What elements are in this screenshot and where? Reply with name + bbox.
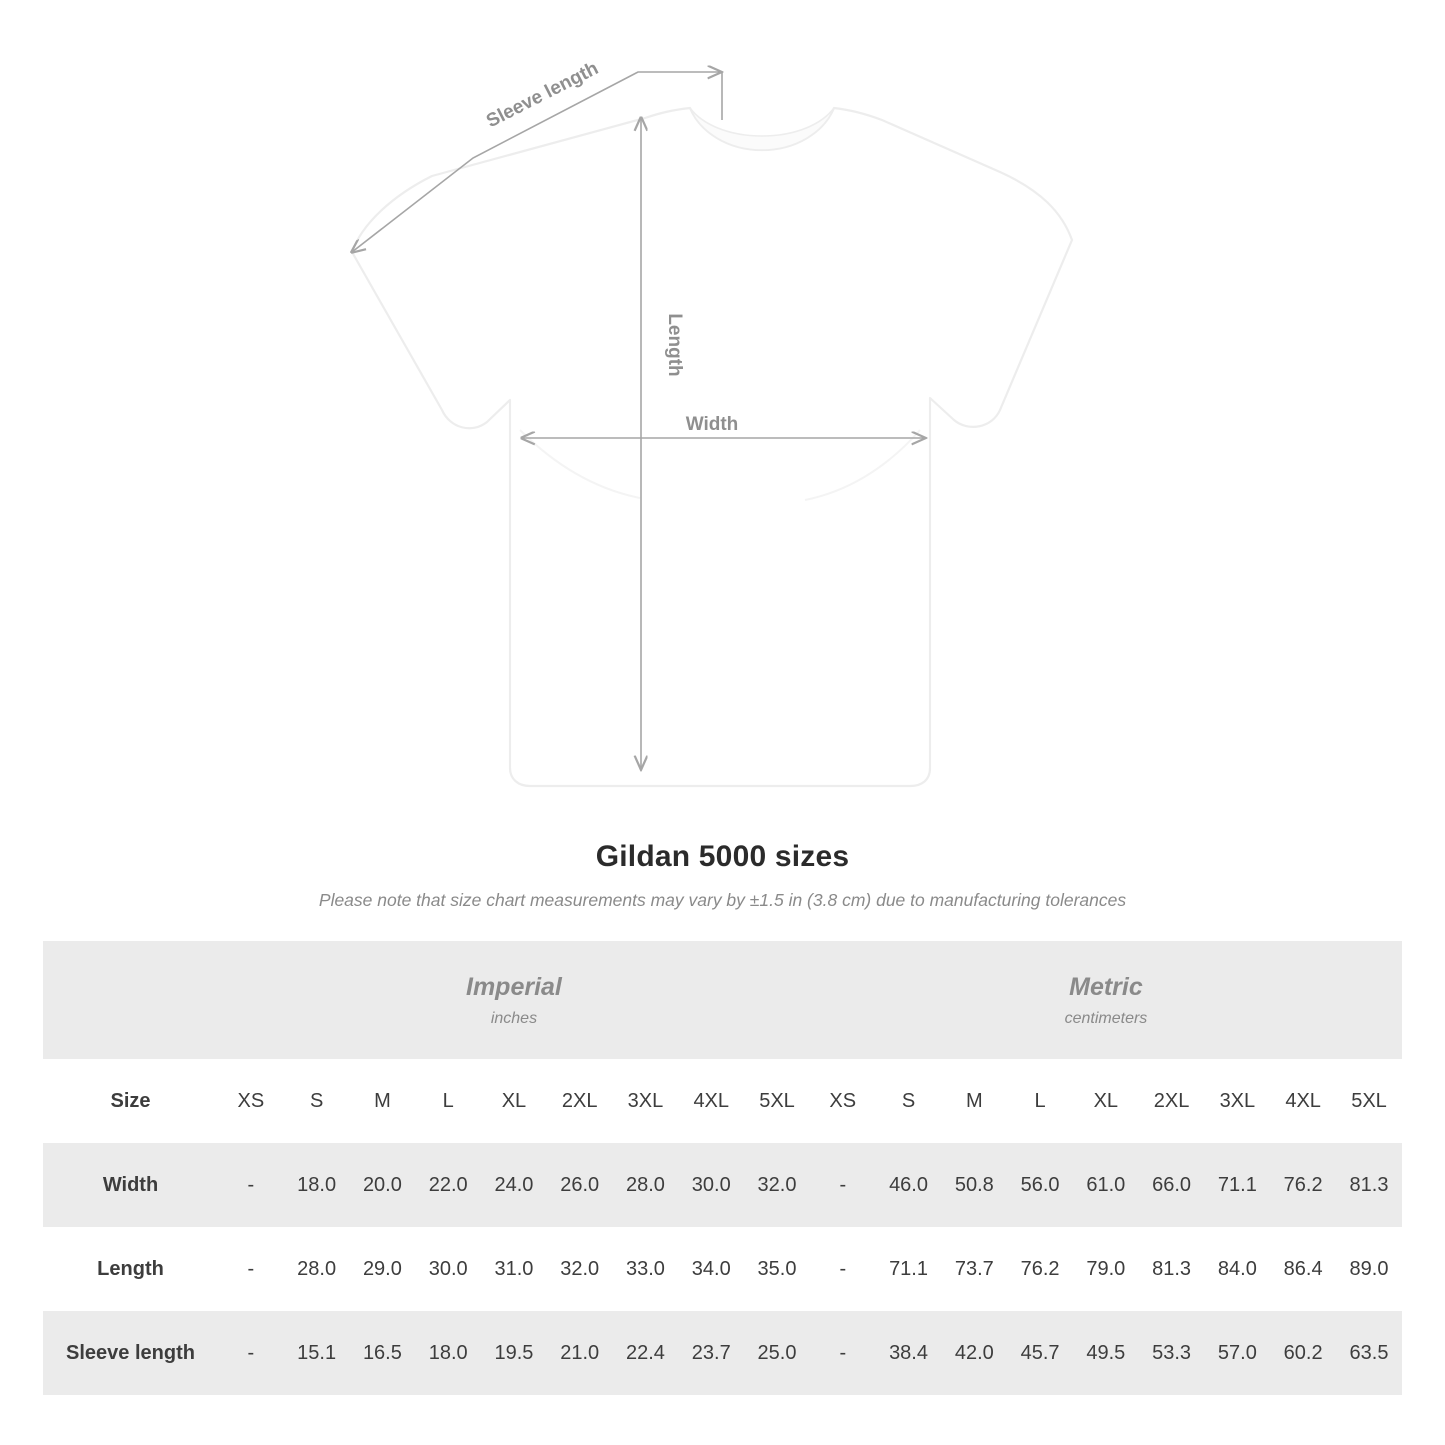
size-header-metric-2xl: 2XL: [1139, 1059, 1205, 1143]
unit-system-spacer: [43, 941, 218, 1059]
cell-width-imperial-2xl: 26.0: [547, 1143, 613, 1227]
cell-length-imperial-xl: 31.0: [481, 1227, 547, 1311]
table-row: [43, 1311, 1402, 1395]
size-header-imperial-3xl: 3XL: [613, 1059, 679, 1143]
row-label-length: Length: [43, 1227, 218, 1311]
size-header-imperial-m: M: [350, 1059, 416, 1143]
size-header-imperial-5xl: 5XL: [744, 1059, 810, 1143]
cell-length-imperial-m: 29.0: [350, 1227, 416, 1311]
cell-sleeve-metric-5xl: 63.5: [1336, 1311, 1402, 1395]
cell-sleeve-metric-3xl: 57.0: [1204, 1311, 1270, 1395]
cell-length-imperial-5xl: 35.0: [744, 1227, 810, 1311]
cell-sleeve-metric-m: 42.0: [941, 1311, 1007, 1395]
size-table-wrapper: [43, 941, 1402, 1395]
unit-system-metric-name: Metric: [1069, 973, 1143, 1002]
cell-length-metric-m: 73.7: [941, 1227, 1007, 1311]
size-header-imperial-4xl: 4XL: [678, 1059, 744, 1143]
cell-length-imperial-l: 30.0: [415, 1227, 481, 1311]
unit-system-imperial-sub: inches: [490, 1009, 538, 1027]
size-header-metric-3xl: 3XL: [1204, 1059, 1270, 1143]
cell-sleeve-metric-2xl: 53.3: [1139, 1311, 1205, 1395]
cell-width-imperial-3xl: 28.0: [613, 1143, 679, 1227]
size-header-metric-xl: XL: [1073, 1059, 1139, 1143]
sleeve-length-label: Sleeve length: [483, 57, 602, 133]
cell-length-metric-xs: -: [810, 1227, 876, 1311]
size-header-imperial-s: S: [284, 1059, 350, 1143]
length-label: Length: [664, 313, 685, 377]
cell-length-imperial-xs: -: [218, 1227, 284, 1311]
cell-length-imperial-s: 28.0: [284, 1227, 350, 1311]
cell-width-imperial-m: 20.0: [350, 1143, 416, 1227]
cell-length-metric-2xl: 81.3: [1139, 1227, 1205, 1311]
size-header-metric-4xl: 4XL: [1270, 1059, 1336, 1143]
unit-system-imperial: [218, 941, 810, 1059]
cell-sleeve-imperial-5xl: 25.0: [744, 1311, 810, 1395]
size-header-metric-s: S: [876, 1059, 942, 1143]
width-label: Width: [685, 414, 739, 435]
tolerance-note: Please note that size chart measurements may vary by ±1.5 in (3.8 cm) due to manufacturing tolerances: [318, 890, 1127, 910]
cell-width-imperial-l: 22.0: [415, 1143, 481, 1227]
cell-width-imperial-xs: -: [218, 1143, 284, 1227]
cell-sleeve-imperial-l: 18.0: [415, 1311, 481, 1395]
cell-width-imperial-5xl: 32.0: [744, 1143, 810, 1227]
cell-width-metric-xl: 61.0: [1073, 1143, 1139, 1227]
table-row: [43, 1143, 1402, 1227]
cell-length-metric-l: 76.2: [1007, 1227, 1073, 1311]
page-title: Gildan 5000 sizes: [595, 840, 850, 873]
cell-sleeve-imperial-xl: 19.5: [481, 1311, 547, 1395]
cell-length-metric-5xl: 89.0: [1336, 1227, 1402, 1311]
size-header-metric-5xl: 5XL: [1336, 1059, 1402, 1143]
cell-width-metric-xs: -: [810, 1143, 876, 1227]
cell-width-metric-2xl: 66.0: [1139, 1143, 1205, 1227]
tshirt-shape: [352, 108, 1072, 786]
size-header-imperial-xl: XL: [481, 1059, 547, 1143]
cell-width-metric-l: 56.0: [1007, 1143, 1073, 1227]
size-header-imperial-xs: XS: [218, 1059, 284, 1143]
size-header-metric-xs: XS: [810, 1059, 876, 1143]
cell-sleeve-imperial-s: 15.1: [284, 1311, 350, 1395]
size-header-imperial-l: L: [415, 1059, 481, 1143]
cell-width-metric-m: 50.8: [941, 1143, 1007, 1227]
cell-sleeve-metric-l: 45.7: [1007, 1311, 1073, 1395]
unit-system-metric: [810, 941, 1402, 1059]
cell-sleeve-metric-xl: 49.5: [1073, 1311, 1139, 1395]
size-header-row: [43, 1059, 1402, 1143]
cell-sleeve-imperial-4xl: 23.7: [678, 1311, 744, 1395]
cell-width-metric-4xl: 76.2: [1270, 1143, 1336, 1227]
size-table: [43, 941, 1402, 1395]
cell-sleeve-imperial-2xl: 21.0: [547, 1311, 613, 1395]
cell-width-metric-s: 46.0: [876, 1143, 942, 1227]
unit-system-imperial-name: Imperial: [466, 973, 562, 1002]
table-row: [43, 1227, 1402, 1311]
cell-sleeve-imperial-m: 16.5: [350, 1311, 416, 1395]
row-label-width: Width: [43, 1143, 218, 1227]
size-header-imperial-2xl: 2XL: [547, 1059, 613, 1143]
cell-sleeve-metric-s: 38.4: [876, 1311, 942, 1395]
cell-sleeve-imperial-xs: -: [218, 1311, 284, 1395]
cell-length-imperial-2xl: 32.0: [547, 1227, 613, 1311]
cell-length-imperial-3xl: 33.0: [613, 1227, 679, 1311]
chart-title-block: [0, 840, 1445, 911]
unit-system-metric-sub: centimeters: [1064, 1009, 1148, 1027]
unit-system-row: [43, 941, 1402, 1059]
size-header-metric-l: L: [1007, 1059, 1073, 1143]
cell-length-metric-s: 71.1: [876, 1227, 942, 1311]
row-label-sleeve-length: Sleeve length: [43, 1311, 218, 1395]
cell-width-imperial-xl: 24.0: [481, 1143, 547, 1227]
size-header-label: Size: [43, 1059, 218, 1143]
cell-length-metric-4xl: 86.4: [1270, 1227, 1336, 1311]
cell-width-metric-3xl: 71.1: [1204, 1143, 1270, 1227]
size-header-metric-m: M: [941, 1059, 1007, 1143]
cell-width-metric-5xl: 81.3: [1336, 1143, 1402, 1227]
cell-sleeve-metric-4xl: 60.2: [1270, 1311, 1336, 1395]
cell-length-metric-3xl: 84.0: [1204, 1227, 1270, 1311]
cell-length-imperial-4xl: 34.0: [678, 1227, 744, 1311]
cell-width-imperial-s: 18.0: [284, 1143, 350, 1227]
cell-sleeve-imperial-3xl: 22.4: [613, 1311, 679, 1395]
cell-sleeve-metric-xs: -: [810, 1311, 876, 1395]
cell-width-imperial-4xl: 30.0: [678, 1143, 744, 1227]
cell-length-metric-xl: 79.0: [1073, 1227, 1139, 1311]
